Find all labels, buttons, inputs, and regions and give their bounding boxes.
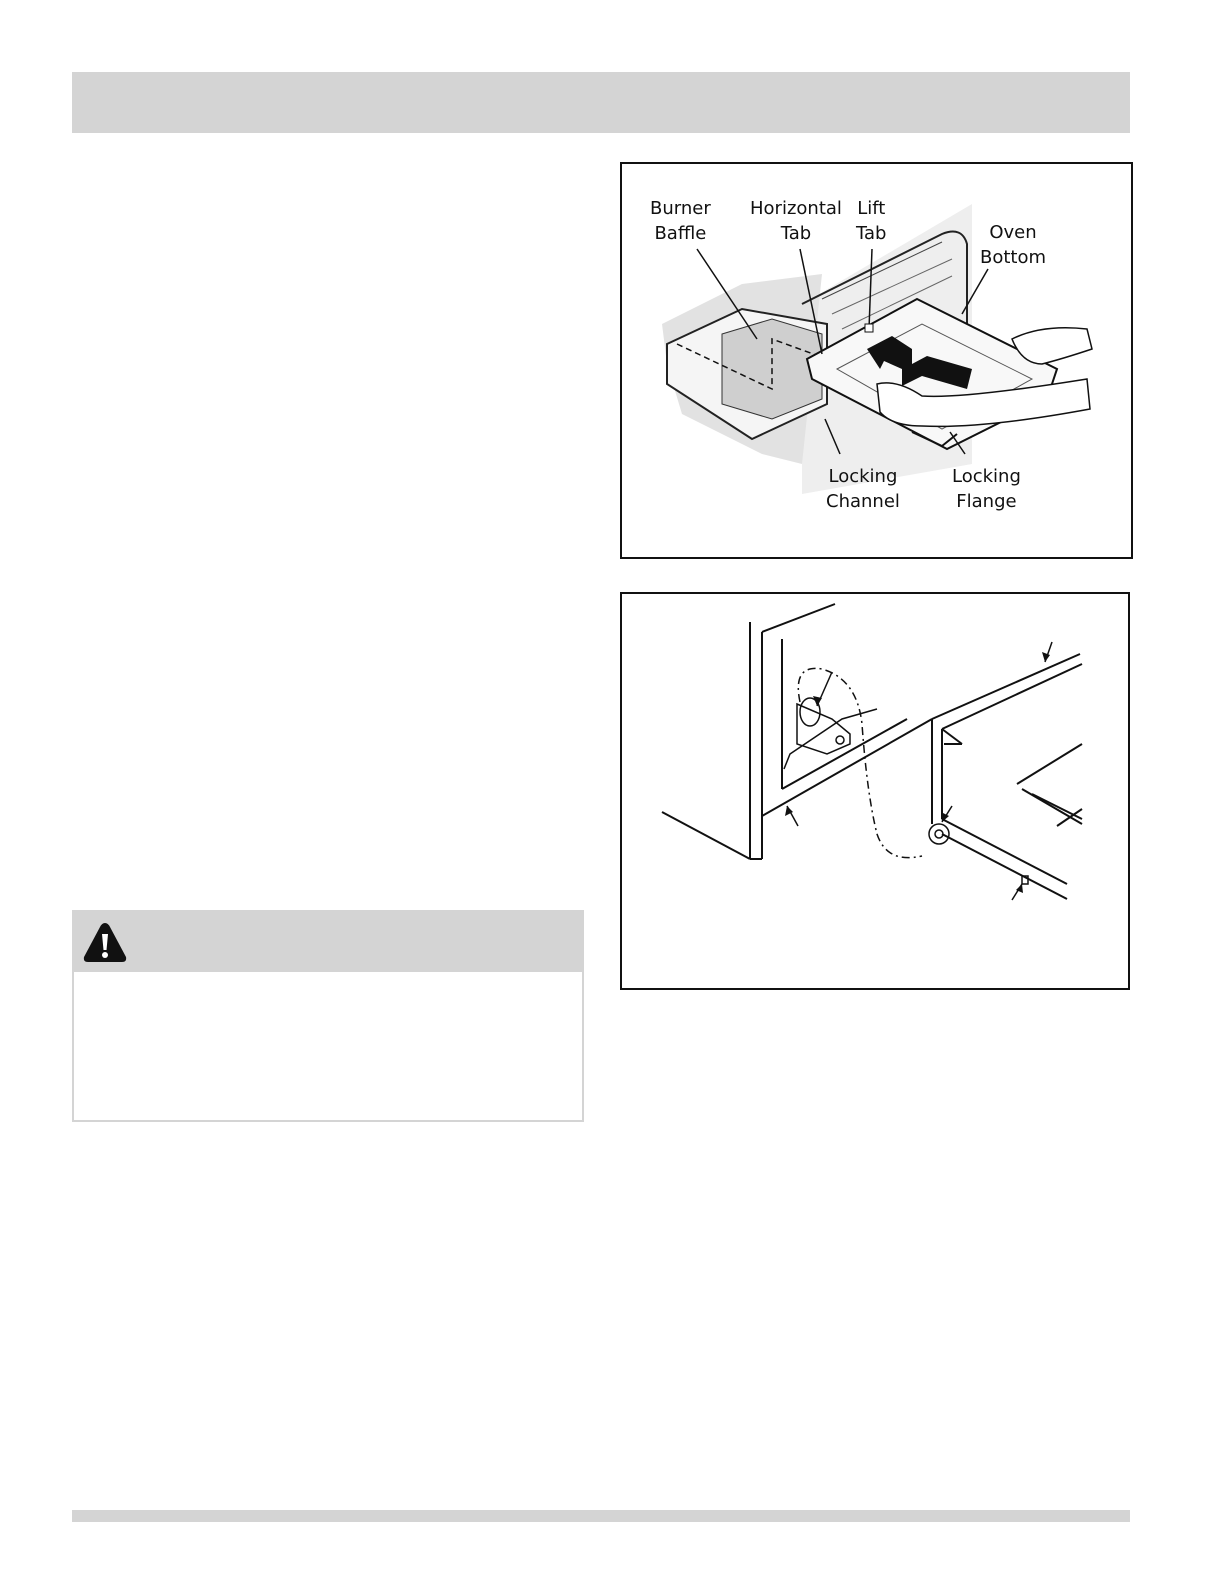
drawer-rail-figure	[620, 592, 1130, 990]
locking-flange-label: Locking Flange	[952, 466, 1021, 512]
burner-baffle-label: Burner Baffle	[650, 198, 711, 244]
warning-triangle-icon	[82, 920, 128, 964]
warning-box	[72, 910, 584, 1122]
locking-channel-label: Locking Channel	[826, 466, 900, 512]
page-header-bar	[72, 72, 1130, 133]
page-footer-bar	[72, 1510, 1130, 1522]
lift-tab-label: Lift Tab	[856, 198, 887, 244]
horizontal-tab-label: Horizontal Tab	[750, 198, 842, 244]
warning-header	[74, 912, 582, 972]
oven-bottom-figure	[620, 162, 1133, 559]
oven-bottom-label: Oven Bottom	[980, 222, 1047, 268]
drawer-rail-illustration	[622, 594, 1128, 988]
